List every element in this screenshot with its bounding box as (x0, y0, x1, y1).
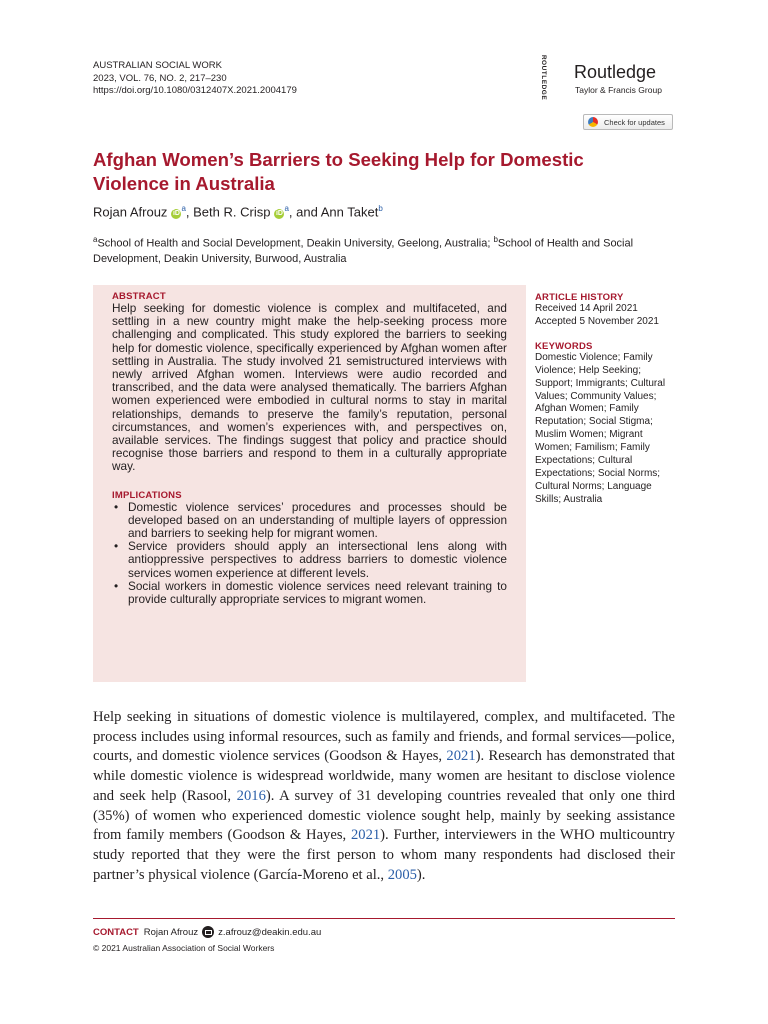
received-date: Received 14 April 2021 (535, 303, 638, 314)
copyright-notice: © 2021 Australian Association of Social Workers (93, 943, 275, 953)
orcid-icon[interactable]: iD (275, 210, 283, 218)
body-paragraph: Help seeking in situations of domestic violence is multilayered, complex, and multifaceted. The process includes using informal resources, such as family and friends, and formal services—police, courts, and domestic violence services (Goodson & Hayes, 2021). Research has demonstrated that while domestic violence is widespread worldwide, many women are hesitant to disclose violence and seek help (Rasool, 2016). A survey of 31 developing countries revealed that only one third (35%) of women who experienced domestic violence sought help, mainly by seeking assistance from family members (Goodson & Hayes, 2021). Further, interviewers in the WHO multicountry study reported that they were the first person to whom many respondents had disclosed their partner’s physical violence (García-Moreno et al., 2005). (93, 709, 675, 883)
contact-label: CONTACT (93, 926, 139, 938)
implication-item: • Social workers in domestic violence services need relevant training to provide culturally appropriate services to migrant women. (112, 580, 507, 606)
journal-info (93, 60, 297, 98)
journal-doi[interactable]: https://doi.org/10.1080/0312407X.2021.2004179 (93, 85, 297, 96)
publisher-logo (538, 54, 678, 100)
article-sidebar (535, 292, 680, 507)
author-name[interactable]: Rojan Afrouz (93, 204, 168, 220)
contact-email[interactable]: z.afrouz@deakin.edu.au (218, 926, 322, 938)
footer-divider (93, 918, 675, 919)
history-heading: ARTICLE HISTORY (535, 292, 624, 303)
citation-link[interactable]: 2005 (387, 866, 417, 883)
publisher-vertical-mark: ROUTLEDGE (540, 54, 548, 100)
keywords-text: Domestic Violence; Family Violence; Help Seeking; Support; Immigrants; Cultural Values; Community Values; Afghan Women; Family Reputation; Social Stigma; Muslim Women; Migrant Women; Familism; Family Expectations; Cultural Expectations; Social Norms; Cultural Norms; Language Skills; Australia (535, 351, 666, 505)
author-affiliation-mark: a (284, 204, 289, 213)
author-affiliation-mark: a (181, 204, 186, 213)
affiliation-text: School of Health and Social Development, Deakin University, Geelong, Australia; (97, 237, 494, 250)
citation-link[interactable]: 2016 (236, 787, 266, 804)
implications-heading: IMPLICATIONS (112, 489, 182, 501)
implications-list (112, 501, 507, 607)
publisher-group: Taylor & Francis Group (575, 85, 662, 95)
abstract-heading: ABSTRACT (112, 291, 166, 302)
affiliation-text: School of Health and Social Development, Deakin University, Burwood, Australia (93, 237, 634, 265)
citation-link[interactable]: 2021 (446, 748, 476, 765)
citation-link[interactable]: 2021 (350, 827, 381, 844)
publisher-name: Routledge (574, 62, 657, 82)
check-for-updates-label: Check for updates (604, 117, 665, 127)
affiliations: $^a$School of Health and Social Development, Deakin University, Geelong, Australia; $^b$School of Health and Social Development, Deakin University, Burwood, Australia (93, 235, 634, 265)
journal-name: AUSTRALIAN SOCIAL WORK (93, 60, 222, 71)
crossmark-icon (588, 117, 598, 127)
email-icon (202, 926, 214, 938)
check-for-updates-button[interactable] (583, 114, 673, 130)
abstract-box (93, 285, 526, 682)
author-affiliation-mark: b (378, 204, 383, 213)
contact-name: Rojan Afrouz (143, 926, 199, 938)
author-list: Rojan Afrouz $iD^a$, Beth R. Crisp $iD^a$, and Ann Taket$^b$ (93, 204, 383, 220)
keywords-heading: KEYWORDS (535, 340, 593, 352)
journal-citation: 2023, VOL. 76, NO. 2, 217–230 (93, 72, 227, 84)
orcid-icon[interactable]: iD (172, 210, 180, 218)
author-name[interactable]: Ann Taket (320, 204, 379, 220)
contact-line (93, 926, 321, 938)
accepted-date: Accepted 5 November 2021 (535, 315, 659, 327)
implication-item: • Domestic violence services’ procedures and processes should be developed based on an understanding of multiple layers of oppression and barriers to seeking help for migrant women. (112, 501, 507, 541)
article-title: Afghan Women’s Barriers to Seeking Help for Domestic Violence in Australia (93, 149, 584, 194)
implication-item: • Service providers should apply an intersectional lens along with antioppressive perspectives to address barriers to domestic violence services women experience at different levels. (112, 540, 507, 580)
abstract-text: Help seeking for domestic violence is complex and multifaceted, and settling in a new country might make the help-seeking process more challenging and complicated. This study explored the barriers to seeking help for domestic violence, specifically experienced by Afghan women after settling in Australia. The study involved 21 semistructured interviews with newly arrived Afghan women. Interviews were audio recorded and transcribed, and the data were analysed thematically. The barriers Afghan women experienced were embodied in cultural norms to stay in marital relationships, demands to preserve the family’s reputation, personal circumstances, and women’s experiences with, and perspectives on, available services. The findings suggest that policy and practice should recognise those barriers and respond to them in a culturally appropriate way. (112, 301, 507, 474)
author-name[interactable]: Beth R. Crisp (193, 204, 271, 220)
